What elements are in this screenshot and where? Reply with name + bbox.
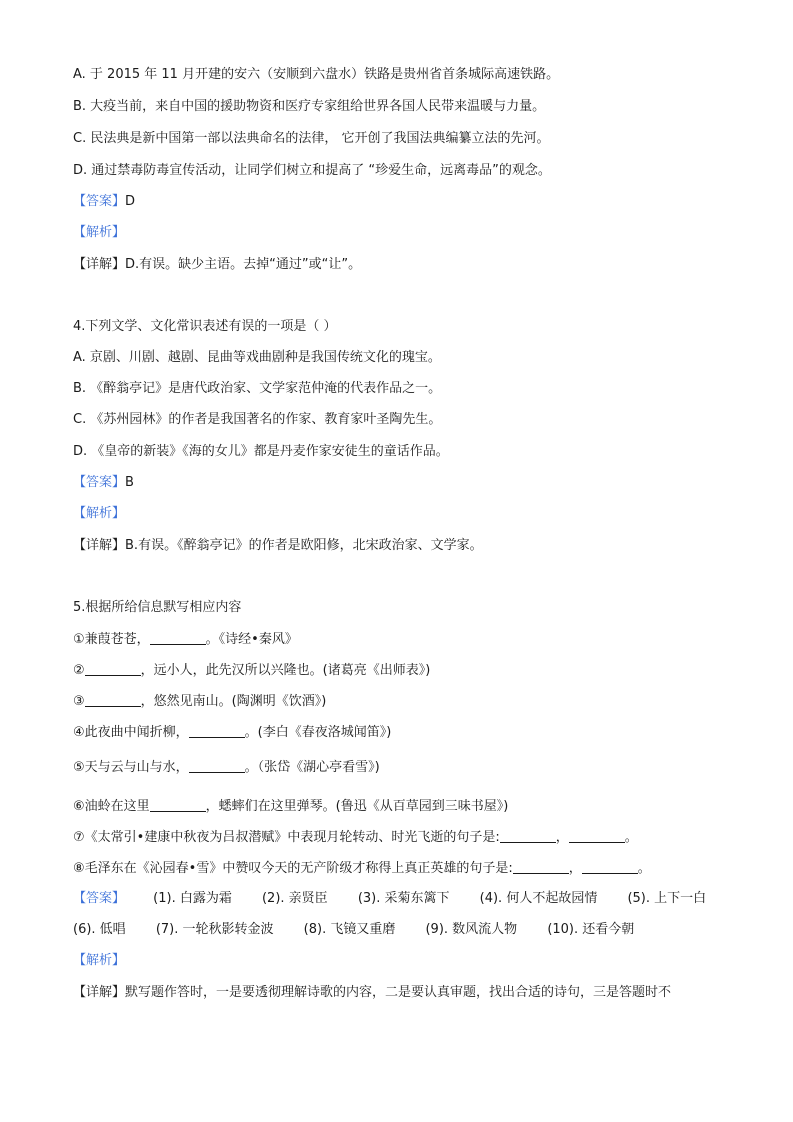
fill-blank — [500, 828, 556, 843]
answer-item-1: (1). 白露为霜 — [153, 891, 232, 906]
answer-item-10: (10). 还看今朝 — [547, 922, 635, 937]
q3-answer — [73, 193, 733, 211]
q5-answer-row-2 — [73, 921, 733, 939]
item-text: ，悠然见南山。(陶渊明《饮酒》) — [140, 694, 327, 709]
answer-item-2: (2). 亲贤臣 — [261, 891, 328, 906]
detail-tag: 【详解】 — [73, 538, 126, 553]
q3-option-b: B. 大疫当前，来自中国的援助物资和医疗专家组给世界各国人民带来温暖与力量。 — [73, 99, 546, 114]
fill-blank — [150, 797, 206, 812]
q5-detail — [73, 984, 733, 1002]
fill-blank — [513, 859, 569, 874]
q3-option-d: D. 通过禁毒防毒宣传活动，让同学们树立和提高了 “珍爱生命，远离毒品”的观念。 — [73, 163, 551, 178]
q5-item-7 — [73, 828, 733, 847]
answer-tag: 【答案】 — [73, 475, 126, 490]
detail-text: D.有误。缺少主语。去掉“通过”或“让”。 — [125, 257, 362, 272]
detail-tag: 【详解】 — [73, 257, 126, 272]
q4-option-c: C. 《苏州园林》的作者是我国著名的作家、教育家叶圣陶先生。 — [73, 412, 442, 427]
item-text: ② — [73, 663, 85, 678]
item-text: 。(李白《春夜洛城闻笛》) — [244, 725, 392, 740]
q3-detail — [73, 256, 733, 274]
answer-value: D — [125, 194, 136, 209]
q5-item-1 — [73, 630, 733, 649]
item-text: ⑤天与云与山与水， — [73, 760, 189, 775]
item-text: 。《诗经•秦风》 — [205, 632, 298, 647]
item-text: ⑦《太常引•建康中秋夜为吕叔潜赋》中表现月轮转动、时光飞逝的句子是: — [73, 830, 500, 845]
answer-item-9: (9). 数风流人物 — [425, 922, 518, 937]
q4-stem: 4.下列文学、文化常识表述有误的一项是（ ） — [73, 319, 337, 334]
answer-item-5: (5). 上下一白 — [627, 891, 707, 906]
q3-option-a: A. 于 2015 年 11 月开建的安六（安顺到六盘水）铁路是贵州省首条城际高速铁路。 — [73, 67, 560, 82]
fill-blank — [189, 723, 245, 738]
item-text: ，蟋蟀们在这里弹琴。(鲁迅《从百草园到三味书屋》) — [205, 799, 509, 814]
item-text: ④此夜曲中闻折柳， — [73, 725, 189, 740]
q5-item-3 — [73, 692, 733, 711]
detail-text: 默写题作答时，一是要透彻理解诗歌的内容，二是要认真审题，找出合适的诗句，三是答题时不 — [125, 985, 672, 1000]
item-text: 。 — [624, 830, 638, 845]
q4-option-a: A. 京剧、川剧、越剧、昆曲等戏曲剧种是我国传统文化的瑰宝。 — [73, 350, 441, 365]
q4-option-b: B. 《醉翁亭记》是唐代政治家、文学家范仲淹的代表作品之一。 — [73, 381, 442, 396]
analysis-tag: 【解析】 — [73, 953, 126, 968]
q5-item-2 — [73, 661, 733, 680]
answer-item-6: (6). 低唱 — [73, 922, 126, 937]
q3-analysis — [73, 224, 733, 242]
answer-item-8: (8). 飞镜又重磨 — [303, 922, 396, 937]
answer-item-4: (4). 何人不起故园情 — [479, 891, 598, 906]
fill-blank — [85, 661, 141, 676]
q5-item-5 — [73, 758, 733, 777]
item-text: ⑧毛泽东在《沁园春•雪》中赞叹今天的无产阶级才称得上真正英雄的句子是: — [73, 861, 513, 876]
q5-item-6 — [73, 797, 733, 816]
detail-text: B.有误。《醉翁亭记》的作者是欧阳修，北宋政治家、文学家。 — [125, 538, 483, 553]
answer-tag: 【答案】 — [73, 891, 126, 906]
answer-item-3: (3). 采菊东篱下 — [357, 891, 450, 906]
q5-answer-row-1 — [73, 890, 733, 908]
item-text: ①兼葭苍苍， — [73, 632, 150, 647]
answer-tag: 【答案】 — [73, 194, 126, 209]
answer-value: B — [125, 475, 134, 490]
q4-option-d: D. 《皇帝的新装》《海的女儿》都是丹麦作家安徒生的童话作品。 — [73, 444, 449, 459]
q4-analysis — [73, 505, 733, 523]
detail-tag: 【详解】 — [73, 985, 126, 1000]
item-text: 。（张岱《湖心亭看雪》) — [244, 760, 380, 775]
fill-blank — [85, 692, 141, 707]
q5-stem: 5.根据所给信息默写相应内容 — [73, 600, 242, 615]
item-text: ，远小人，此先汉所以兴隆也。(诸葛亮《出师表》) — [140, 663, 431, 678]
item-text: ⑥油蛉在这里 — [73, 799, 150, 814]
q5-analysis — [73, 952, 733, 970]
item-text: ， — [555, 830, 569, 845]
q5-item-4 — [73, 723, 733, 742]
q4-detail — [73, 537, 733, 555]
item-text: ， — [568, 861, 582, 876]
analysis-tag: 【解析】 — [73, 506, 126, 521]
fill-blank — [150, 630, 206, 645]
fill-blank — [569, 828, 625, 843]
fill-blank — [189, 758, 245, 773]
analysis-tag: 【解析】 — [73, 225, 126, 240]
item-text: 。 — [637, 861, 651, 876]
item-text: ③ — [73, 694, 85, 709]
fill-blank — [582, 859, 638, 874]
q5-item-8 — [73, 859, 733, 878]
q4-answer — [73, 474, 733, 492]
q3-option-c: C. 民法典是新中国第一部以法典命名的法律， 它开创了我国法典编纂立法的先河。 — [73, 131, 550, 146]
answer-item-7: (7). 一轮秋影转金波 — [155, 922, 274, 937]
